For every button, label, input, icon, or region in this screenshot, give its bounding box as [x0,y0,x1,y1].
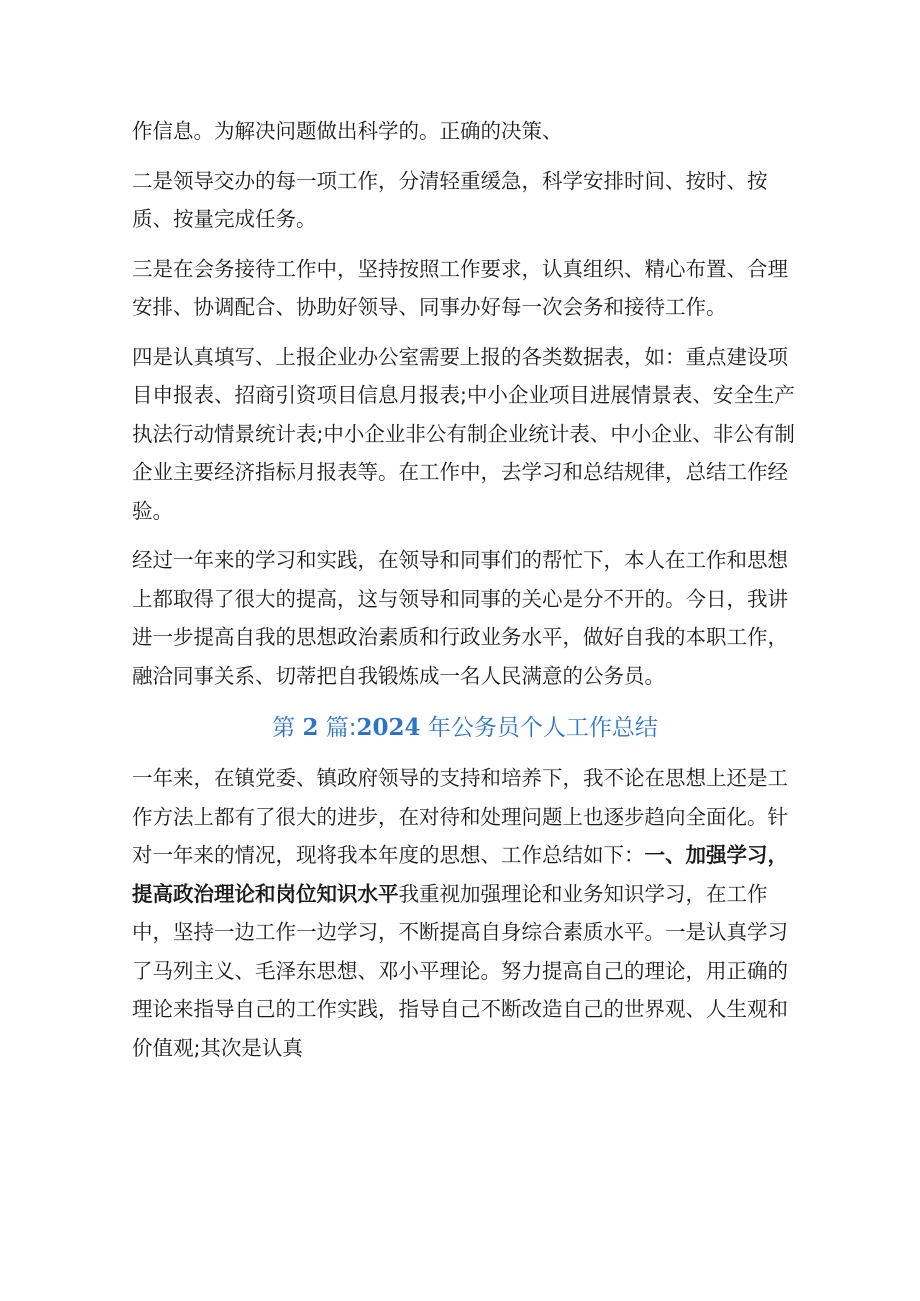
section-heading [132,706,798,750]
section-body: 我重视加强理论和业务知识学习，在工作中，坚持一边工作一边学习，不断提高自身综合素质水平。一是认真学习了马列主义、毛泽东思想、邓小平理论。努力提高自己的理论，用正确的理论来指导自己的工作实践，指导自己不断改造自己的世界观、人生观和价值观;其次是认真 [132,881,788,1060]
heading-number: 2 [302,714,319,741]
bold-subheading: 一、加强学习，提高政治理论和岗位知识水平 [132,843,788,906]
paragraph-third-point: 三是在会务接待工作中，坚持按照工作要求，认真组织、精心布置、合理安排、协调配合、协助好领导、同事办好每一次会务和接待工作。 [132,256,788,319]
section-intro: 一年来，在镇党委、镇政府领导的支持和培养下，我不论在思想上还是工作方法上都有了很大的进步，在对待和处理问题上也逐步趋向全面化。针对一年来的情况，现将我本年度的思想、工作总结如下： [132,766,788,867]
heading-mid: 篇: [325,715,357,741]
heading-year: 2024 [356,714,421,741]
paragraph-second-point: 二是领导交办的每一项工作，分清轻重缓急，科学安排时间、按时、按质、按量完成任务。 [132,168,768,231]
section-body-paragraph [132,759,798,1067]
paragraph-decision-info: 作信息。为解决问题做出科学的。正确的决策、 [132,119,563,143]
heading-prefix: 第 [272,715,296,741]
paragraph-fourth-point: 四是认真填写、上报企业办公室需要上报的各类数据表，如：重点建设项目申报表、招商引资项目信息月报表;中小企业项目进展情景表、安全生产执法行动情景统计表;中小企业非公有制企业统计表、中小企业、非公有制企业主要经济指标月报表等。在工作中，去学习和总结规律，总结工作经验。 [132,344,795,523]
heading-suffix: 年公务员个人工作总结 [427,715,658,741]
paragraph-conclusion: 经过一年来的学习和实践，在领导和同事们的帮忙下，本人在工作和思想上都取得了很大的提高，这与领导和同事的关心是分不开的。今日，我讲进一步提高自我的思想政治素质和行政业务水平，做好自我的本职工作，融洽同事关系、切蒂把自我锻炼成一名人民满意的公务员。 [132,548,788,688]
